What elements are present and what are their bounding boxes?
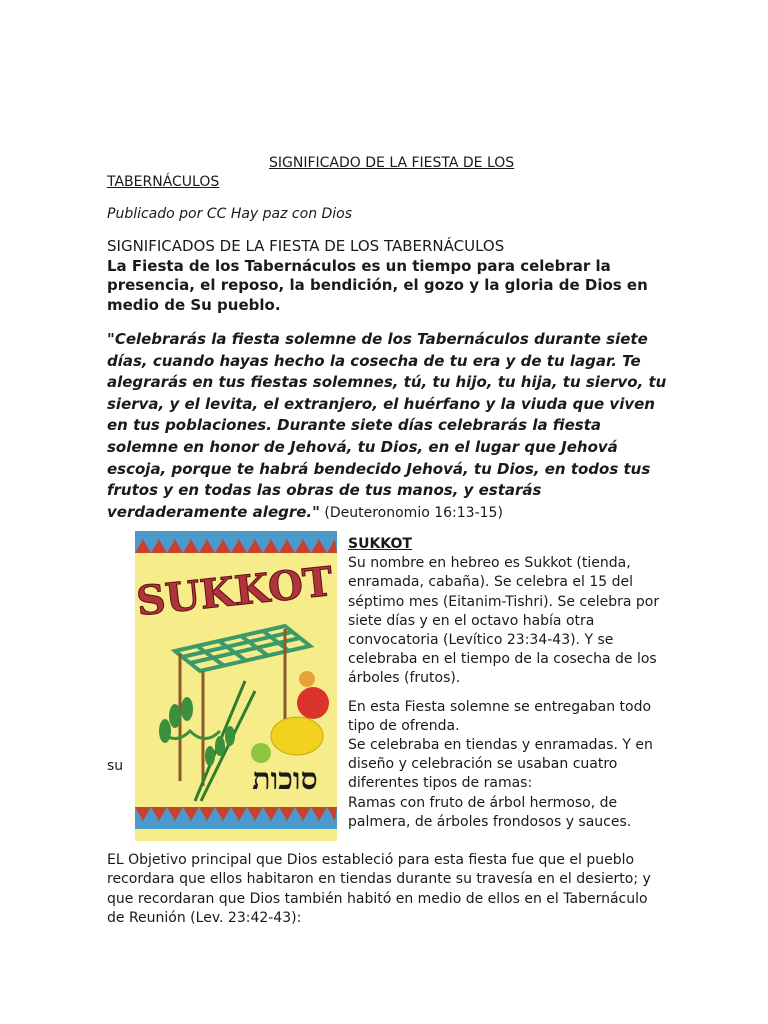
hebrew-title: סוכות — [252, 762, 318, 797]
illustration-title: SUKKOT — [135, 557, 335, 626]
quote-reference: (Deuteronomio 16:13-15) — [319, 504, 503, 521]
citron-icon — [271, 717, 323, 755]
intro-paragraph: La Fiesta de los Tabernáculos es un tiempo para celebrar la presencia, el reposo, la bendición, el gozo y la gloria de Dios en medio de Su pueblo. — [107, 256, 648, 314]
scripture-quote — [107, 329, 677, 524]
doc-title-line2: TABERNÁCULOS — [107, 174, 220, 190]
side-word: su — [107, 758, 124, 774]
sukkot-paragraph-1: Su nombre en hebreo es Sukkot (tienda, enramada, cabaña). Se celebra el 15 del séptimo mes (Eitanim-Tishri). Se celebra por siete días y en el octavo había otra convocatoria (Levítico 23:34-43). Y se celebraba en el tiempo de la cosecha de los árboles (frutos). — [348, 555, 660, 687]
sukkot-column — [348, 535, 668, 832]
sukkot-paragraph-2b: Se celebraba en tiendas y enramadas. Y en diseño y celebración se usaban cuatro diferentes tipos de ramas: — [348, 737, 653, 792]
byline: Publicado por CC Hay paz con Dios — [107, 206, 353, 222]
section-heading: SIGNIFICADOS DE LA FIESTA DE LOS TABERNÁCULOS — [107, 237, 505, 255]
sukkot-illustration — [135, 531, 337, 841]
sukkot-paragraph-2a: En esta Fiesta solemne se entregaban todo tipo de ofrenda. — [348, 698, 652, 734]
apple-icon — [297, 687, 329, 719]
intro-section — [107, 237, 677, 315]
sukkot-paragraph-2c: Ramas con fruto de árbol hermoso, de palmera, de árboles frondosos y sauces. — [348, 794, 632, 830]
closing-paragraph: EL Objetivo principal que Dios estableció para esta fiesta fue que el pueblo recordara que ellos habitaron en tiendas durante su travesía en el desierto; y que recordaran que Dios también habitó en medio de ellos en el Tabernáculo de Reunión (Lev. 23:42-43): — [107, 852, 651, 927]
sukkot-heading: SUKKOT — [348, 536, 412, 552]
quote-text: "Celebrarás la fiesta solemne de los Tabernáculos durante siete días, cuando hayas hecho la cosecha de tu era y de tu lagar. Te alegrarás en tus fiestas solemnes, tú, tu hijo, tu hija, tu siervo, tu sierva, y el levita, el extranjero, el huérfano y la viuda que viven en tus poblaciones. Durante siete días celebrarás la fiesta solemne en honor de Jehová, tu Dios, en el lugar que Jehová escoja, porque te habrá bendecido Jehová, tu Dios, en todos tus frutos y en todas las obras de tus manos, y estarás verdaderamente alegre." — [107, 330, 667, 521]
doc-title-line1: SIGNIFICADO DE LA FIESTA DE LOS — [269, 155, 515, 171]
